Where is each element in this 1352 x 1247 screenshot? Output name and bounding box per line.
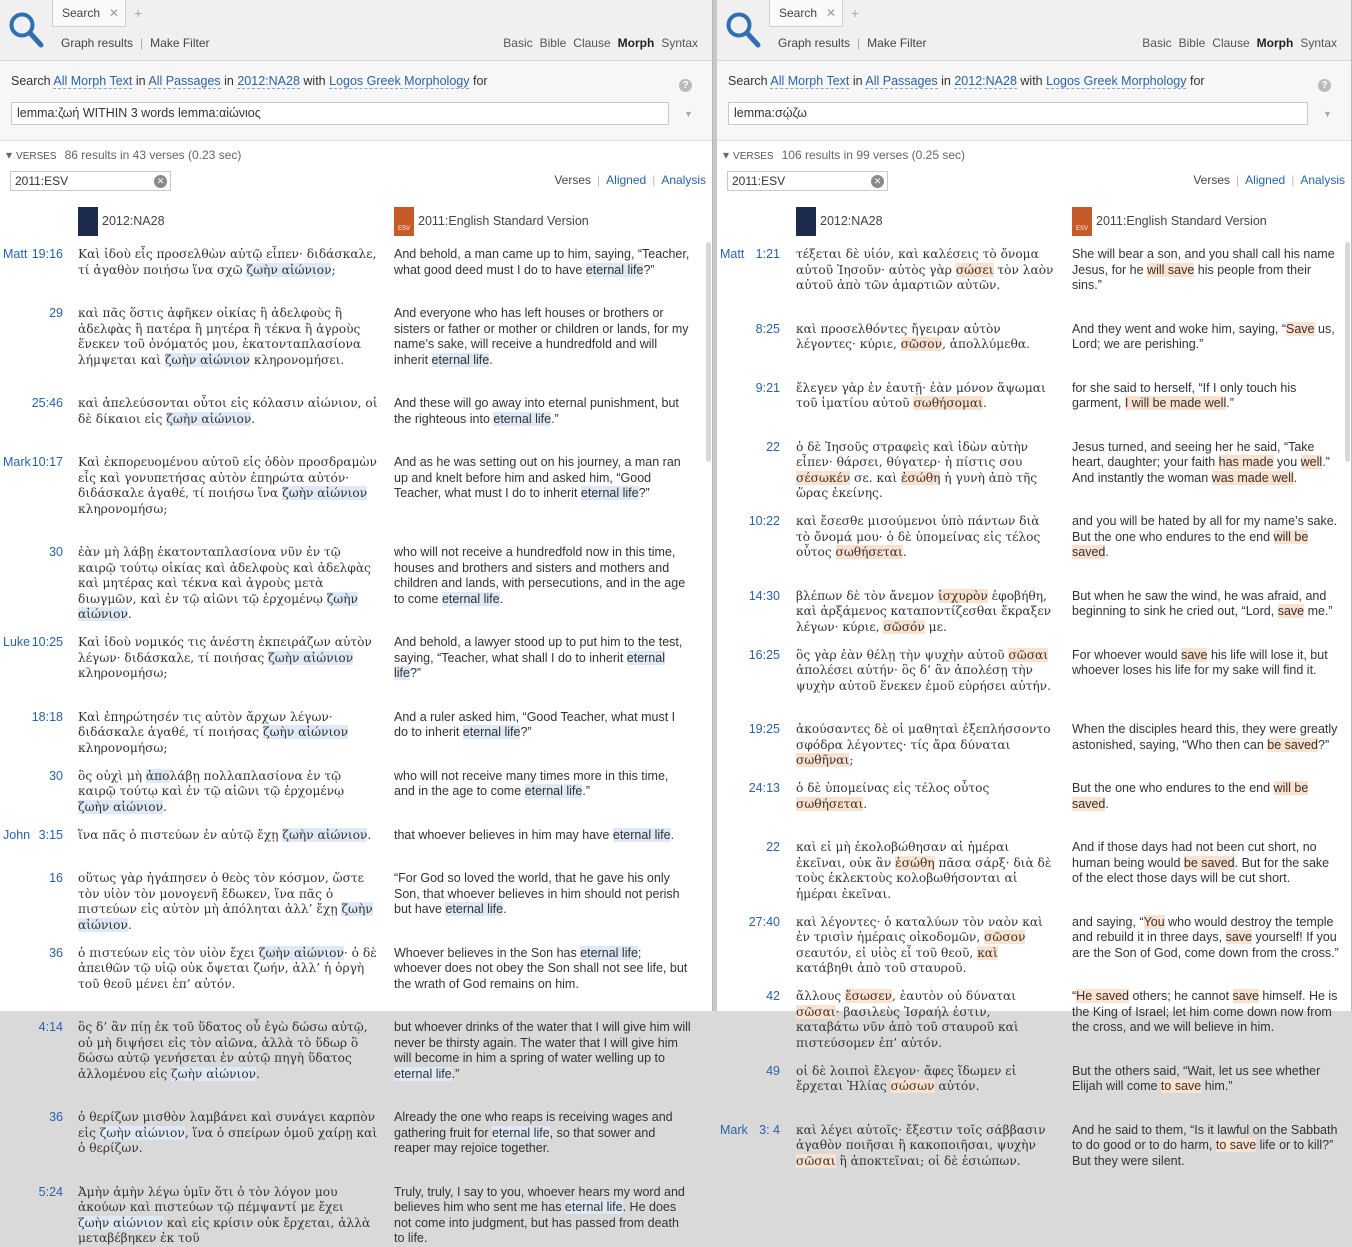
verse-reference[interactable] [0,306,63,320]
view-verses[interactable]: Verses [554,173,592,187]
view-switcher [1193,173,1345,187]
search-hit-highlight[interactable]: well [1300,455,1323,469]
search-hit-highlight[interactable]: ζωὴν αἰώνιον [268,650,354,665]
search-hit-highlight[interactable]: ζωὴν αἰώνιον [262,725,348,739]
search-hit-highlight[interactable]: save [1181,647,1208,662]
mode-morph[interactable]: Morph [617,36,655,50]
with-label: with [303,74,326,88]
search-hit-highlight[interactable]: σωθήσεται [796,796,864,811]
verse-reference[interactable] [717,440,780,454]
search-mode-tabs [1135,36,1337,50]
english-verse-text: And as he was setting out on his journey, a man ran up and knelt before him and asked him, “Good Teacher, what must I do to inherit eternal life?” [394,455,681,500]
vertical-scrollbar[interactable] [1345,242,1350,462]
search-hit-highlight[interactable]: σῶσον [900,337,943,351]
search-description [728,74,1205,88]
english-verse-text: And these will go away into eternal punishment, but the righteous into eternal life.” [394,396,679,426]
english-verse-text: But the one who endures to the end will be saved. [1072,781,1309,811]
view-separator: | [1236,173,1240,187]
view-analysis[interactable]: Analysis [1300,173,1345,187]
greek-verse-text: καὶ προσελθόντες ἤγειραν αὐτὸν λέγοντες· κύριε, σῶσον, ἀπολλύμεθα. [796,321,1030,351]
verse-reference[interactable] [717,247,780,261]
verse-reference[interactable] [0,710,63,724]
tab-search[interactable] [52,0,126,27]
search-hit-highlight[interactable]: will be saved [1072,529,1309,559]
search-hit-highlight[interactable]: was made well [1211,470,1294,485]
english-verse-text: and you will be hated by all for my name’s sake. But the one who endures to the end will be saved. [1072,514,1338,559]
greek-verse-text: Καὶ ἐκπορευομένου αὐτοῦ εἰς ὁδὸν προσδραμὼν εἷς καὶ γονυπετήσας αὐτὸν ἐπηρώτα αὐτόν· διδάσκαλε ἀγαθέ, τί ποιήσω ἵνα ζωὴν αἰώνιον κληρονομήσω; [78,455,377,516]
english-verse-text: And they went and woke him, saying, “Save us, Lord; we are perishing.” [1072,321,1335,351]
results-summary: 106 results in 99 verses (0.25 sec) [781,148,966,162]
close-tab-icon[interactable]: ✕ [825,6,836,20]
search-hit-highlight[interactable]: ἰσχυρὸν [937,588,988,603]
chapter-verse[interactable]: 24:13 [748,781,780,795]
text-resource-link[interactable]: 2012:NA28 [237,74,300,88]
greek-verse-text: ἔλεγεν γὰρ ἐν ἑαυτῇ· ἐὰν μόνον ἅψωμαι τοῦ ἱματίου αὐτοῦ σωθήσομαι. [796,380,1046,410]
search-hit-highlight[interactable]: ζωὴν αἰώνιον [258,945,344,960]
search-hit-highlight[interactable]: save [1225,930,1252,944]
mode-morph[interactable]: Morph [1256,36,1294,50]
greek-verse-text: ὁ δὲ ὑπομείνας εἰς τέλος οὗτος σωθήσεται. [796,781,990,811]
verse-reference[interactable] [717,989,780,1003]
graph-results-link[interactable]: Graph results [778,36,851,50]
book-name[interactable]: John [3,827,31,842]
book-name[interactable]: Matt [3,247,28,261]
filter-value: 2011:ESV [732,174,786,188]
search-hit-highlight[interactable]: eternal life [394,1066,452,1081]
chapter-verse[interactable]: 30 [49,545,63,559]
chapter-verse[interactable]: 14:30 [748,588,780,603]
english-column-header [1072,207,1267,237]
na28-book-icon [78,207,98,236]
greek-verse-text: οὕτως γὰρ ἠγάπησεν ὁ θεὸς τὸν κόσμον, ὥστε τὸν υἱὸν τὸν μονογενῆ ἔδωκεν, ἵνα πᾶς ὁ πιστεύων εἰς αὐτὸν μὴ ἀπόληται ἀλλ’ ἔχῃ ζωὴν αἰώνιον. [78,871,373,932]
search-hit-highlight[interactable]: will be saved [1072,781,1309,811]
verse-reference[interactable] [0,247,63,261]
english-verse-text: and saying, “You who would destroy the temple and rebuild it in three days, save yourself! If you are the Son of God, come down from the cross.” [1072,914,1339,960]
verse-reference[interactable] [0,396,63,410]
search-hit-highlight[interactable]: eternal life [441,591,500,606]
english-verse-text: For whoever would save his life will lose it, but whoever loses his life for my sake will find it. [1072,647,1328,677]
verse-reference[interactable] [0,635,63,649]
version-filter-input[interactable] [10,171,171,191]
book-name[interactable]: Luke [3,635,31,649]
chapter-verse[interactable]: 42 [766,989,780,1003]
view-separator: | [597,173,601,187]
make-filter-link[interactable]: Make Filter [867,36,927,50]
greek-verse-text: καὶ λέγει αὐτοῖς· ἔξεστιν τοῖς σάββασιν ἀγαθὸν ποιῆσαι ἢ κακοποιῆσαι, ψυχὴν σῶσαι ἢ ἀποκτεῖναι; οἱ δὲ ἐσιώπων. [796,1122,1046,1168]
search-hit-highlight[interactable]: ζωὴν αἰώνιον [99,1125,185,1140]
search-hit-highlight[interactable]: eternal life [580,486,639,500]
greek-verse-text: καὶ ἀπελεύσονται οὗτοι εἰς κόλασιν αἰώνιον, οἱ δὲ δίκαιοι εἰς ζωὴν αἰώνιον. [78,396,378,426]
search-hit-highlight[interactable]: ζωὴν αἰώνιον [78,591,358,621]
search-hit-highlight[interactable]: eternal life [493,411,552,426]
in-label: in [941,74,951,88]
search-hit-highlight[interactable]: You [1143,914,1165,929]
greek-verse-text: καὶ λέγοντες· ὁ καταλύων τὸν ναὸν καὶ ἐν τρισὶν ἡμέραις οἰκοδομῶν, σῶσον σεαυτόν, εἰ υἱὸς εἶ τοῦ θεοῦ, καὶ κατάβηθι ἀπὸ τοῦ σταυροῦ. [796,914,1043,975]
search-hit-highlight[interactable]: ζωὴν αἰώνιον [282,827,368,842]
english-verse-text: but whoever drinks of the water that I will give him will never be thirsty again. The water that I will give him will become in him a spring of water welling up to eternal life.” [394,1020,691,1081]
verse-reference[interactable] [0,1110,63,1124]
greek-verse-text: ὁ δὲ Ἰησοῦς στραφεὶς καὶ ἰδὼν αὐτὴν εἶπεν· θάρσει, θύγατερ· ἡ πίστις σου σέσωκέν σε. καὶ ἐσώθη ἡ γυνὴ ἀπὸ τῆς ὥρας ἐκείνης. [796,439,1038,500]
tab-search[interactable] [769,0,843,27]
view-switcher [554,173,706,187]
search-hit-highlight[interactable]: ζωὴν αἰώνιον [164,352,250,367]
search-hit-highlight[interactable]: Save [1286,321,1315,336]
verse-reference[interactable] [0,1020,63,1034]
passages-link[interactable]: All Passages [865,74,938,88]
mode-bible[interactable]: Bible [539,36,567,50]
chapter-verse[interactable]: 5:24 [38,1184,63,1199]
verse-reference[interactable] [717,840,780,854]
search-hit-highlight[interactable]: I will be made well [1124,396,1227,410]
search-prefix: Search [11,74,51,88]
mode-basic[interactable]: Basic [503,36,533,50]
english-column-title: 2011:English Standard Version [418,213,589,228]
query-input[interactable]: lemma:σῴζω [728,102,1308,125]
chapter-verse[interactable]: 3: 4 [759,1122,780,1137]
in-label: in [224,74,234,88]
verse-reference[interactable] [717,1064,780,1078]
mode-clause[interactable]: Clause [573,36,611,50]
search-hit-highlight[interactable]: has made [1218,455,1274,469]
search-hit-highlight[interactable]: σῶσαι [796,1004,836,1019]
search-hit-highlight[interactable]: ἐσώθη [895,855,935,870]
search-hit-highlight[interactable]: ζωὴν αἰώνιον [166,411,252,426]
verse-reference[interactable] [717,648,780,662]
search-hit-highlight[interactable]: σώσων [890,1079,935,1093]
english-verse-text: And behold, a lawyer stood up to put him to the test, saying, “Teacher, what shall I do to inherit eternal life?” [394,635,683,680]
chapter-verse[interactable]: 18:18 [31,709,63,724]
esv-book-icon: ESV [1072,207,1092,236]
passages-link[interactable]: All Passages [148,74,221,88]
search-hit-highlight[interactable]: σωθήσομαι [913,396,983,410]
verse-reference[interactable] [0,545,63,559]
mode-clause[interactable]: Clause [1212,36,1250,50]
search-hit-highlight[interactable]: He saved [1076,989,1129,1003]
chapter-verse[interactable]: 29 [49,306,63,320]
chapter-verse[interactable]: 10:17 [31,455,63,469]
view-separator: | [1291,173,1295,187]
greek-verse-text: καὶ εἰ μὴ ἐκολοβώθησαν αἱ ἡμέραι ἐκεῖναι, οὐκ ἂν ἐσώθη πᾶσα σάρξ· διὰ δὲ τοὺς ἐκλεκτοὺς κολοβωθήσονται αἱ ἡμέραι ἐκεῖναι. [796,840,1052,901]
mode-syntax[interactable]: Syntax [1300,36,1337,50]
chapter-verse[interactable]: 25:46 [31,396,63,410]
for-label: for [1189,74,1205,88]
search-hit-highlight[interactable]: σῶσόν [883,619,925,634]
english-verse-text: for she said to herself, “If I only touch his garment, I will be made well.” [1072,380,1297,410]
greek-column-header [78,207,165,237]
english-verse-text: And everyone who has left houses or brothers or sisters or father or mother or children or lands, for my name’s sake, will receive a hundredfold and will inherit eternal life. [394,306,689,367]
search-hit-highlight[interactable]: σώσει [955,262,994,277]
search-hit-highlight[interactable]: ζωὴν αἰώνιον [246,262,332,277]
greek-verse-text: τέξεται δὲ υἱόν, καὶ καλέσεις τὸ ὄνομα αὐτοῦ Ἰησοῦν· αὐτὸς γὰρ σώσει τὸν λαὸν αὐτοῦ ἀπὸ τῶν ἁμαρτιῶν αὐτῶν. [796,247,1054,292]
search-hit-highlight[interactable]: καὶ [977,945,998,960]
greek-verse-text: βλέπων δὲ τὸν ἄνεμον ἰσχυρὸν ἐφοβήθη, καὶ ἀρξάμενος καταποντίζεσθαι ἔκραξεν λέγων· κύριε, σῶσόν με. [796,588,1052,634]
english-verse-text: And if those days had not been cut short, no human being would be saved. But for the sake of the elect those days will be cut short. [1072,840,1330,885]
verse-reference[interactable] [717,915,780,929]
greek-verse-text: ὃς δ’ ἂν πίῃ ἐκ τοῦ ὕδατος οὗ ἐγὼ δώσω αὐτῷ, οὐ μὴ διψήσει εἰς τὸν αἰῶνα, ἀλλὰ τὸ ὕδωρ ὃ δώσω αὐτῷ γενήσεται ἐν αὐτῷ πηγὴ ὕδατος ἁλλομένου εἰς ζωὴν αἰώνιον. [78,1020,368,1081]
verse-reference[interactable] [717,589,780,603]
search-hit-highlight[interactable]: to save [1160,1079,1202,1093]
search-hit-highlight[interactable]: eternal life [445,902,504,916]
greek-column-title: 2012:NA28 [820,213,883,228]
pane-toolbar [0,0,712,61]
chapter-verse[interactable]: 36 [49,945,63,960]
greek-column-header [796,207,883,237]
results-header [717,141,1351,167]
clear-filter-icon[interactable]: ✕ [871,175,884,188]
english-verse-text: But when he saw the wind, he was afraid, and beginning to sink he cried out, “Lord, save me.” [1072,588,1333,618]
greek-verse-text: ἐὰν μὴ λάβῃ ἑκατονταπλασίονα νῦν ἐν τῷ καιρῷ τούτῳ οἰκίας καὶ ἀδελφοὺς καὶ ἀδελφὰς καὶ μητέρας καὶ τέκνα καὶ ἀγροὺς μετὰ διωγμῶν, καὶ ἐν τῷ αἰῶνι τῷ ἐρχομένῳ ζωὴν αἰώνιον. [78,545,371,621]
verse-reference[interactable] [717,322,780,336]
search-hit-highlight[interactable]: σῶσαι [796,1153,836,1168]
search-hit-highlight[interactable]: eternal life [524,784,583,798]
search-hit-highlight[interactable]: will save [1147,262,1195,277]
greek-verse-text: ὁ πιστεύων εἰς τὸν υἱὸν ἔχει ζωὴν αἰώνιον· ὁ δὲ ἀπειθῶν τῷ υἱῷ οὐκ ὄψεται ζωήν, ἀλλ’ ἡ ὀργὴ τοῦ θεοῦ μένει ἐπ’ αὐτόν. [78,945,377,991]
verse-reference[interactable] [0,871,63,885]
greek-verse-text: Καὶ ἐπηρώτησέν τις αὐτὸν ἄρχων λέγων· διδάσκαλε ἀγαθέ, τί ποιήσας ζωὴν αἰώνιον κληρονομήσω; [78,709,348,755]
search-hit-highlight[interactable]: ζωὴν αἰώνιον [78,902,373,932]
search-hit-highlight[interactable]: eternal life [491,1125,550,1140]
help-icon[interactable]: ? [679,79,692,92]
book-name[interactable]: Mark [720,1122,748,1137]
morphology-link[interactable]: Logos Greek Morphology [329,74,470,88]
chapter-verse[interactable]: 10:25 [31,635,63,649]
new-tab-icon[interactable]: + [851,5,860,21]
text-scope-link[interactable]: All Morph Text [770,74,850,88]
verse-reference[interactable] [0,455,63,469]
help-icon[interactable]: ? [1318,79,1331,92]
search-hit-highlight[interactable]: ζωὴν αἰώνιον [171,1066,257,1081]
greek-verse-text: ὃς οὐχὶ μὴ ἀπολάβῃ πολλαπλασίονα ἐν τῷ καιρῷ τούτῳ καὶ ἐν τῷ αἰῶνι τῷ ἐρχομένῳ ζωὴν αἰώνιον. [78,768,345,814]
chapter-verse[interactable]: 22 [766,840,780,854]
chapter-verse[interactable]: 10:22 [748,514,780,528]
verse-reference[interactable] [717,514,780,528]
view-separator: | [652,173,656,187]
verse-reference[interactable] [717,381,780,395]
english-verse-text: “For God so loved the world, that he gave his only Son, that whoever believes in him should not perish but have eternal life. [394,871,680,916]
search-hit-highlight[interactable]: σῶσαι [1008,647,1049,662]
search-hit-highlight[interactable]: be saved [1267,737,1318,752]
na28-book-icon [796,207,816,236]
clear-filter-icon[interactable]: ✕ [154,175,167,188]
mode-bible[interactable]: Bible [1178,36,1206,50]
english-verse-text: that whoever believes in him may have eternal life. [394,827,675,842]
english-verse-text: And he said to them, “Is it lawful on the Sabbath to do good or to do harm, to save life or to kill?” But they were silent. [1072,1122,1338,1168]
greek-verse-text: Ἀμὴν ἀμὴν λέγω ὑμῖν ὅτι ὁ τὸν λόγον μου ἀκούων καὶ πιστεύων τῷ πέμψαντί με ἔχει ζωὴν αἰώνιον καὶ εἰς κρίσιν οὐκ ἔρχεται, ἀλλὰ μεταβέβηκεν ἐκ τοῦ [78,1184,371,1245]
greek-verse-text: καὶ πᾶς ὅστις ἀφῆκεν οἰκίας ἢ ἀδελφοὺς ἢ ἀδελφὰς ἢ πατέρα ἢ μητέρα ἢ τέκνα ἢ ἀγροὺς ἕνεκεν τοῦ ὀνόματός μου, ἑκατονταπλασίονα λήμψεται καὶ ζωὴν αἰώνιον κληρονομήσει. [78,306,362,367]
search-pane-right [717,0,1352,1168]
chapter-verse[interactable]: 1:21 [755,247,780,261]
in-label: in [135,74,146,88]
search-bar [717,61,1351,141]
english-verse-text: When the disciples heard this, they were greatly astonished, saying, “Who then can be saved?” [1072,722,1338,752]
english-verse-text: Jesus turned, and seeing her he said, “Take heart, daughter; your faith has made you well.” And instantly the woman was made well. [1072,439,1330,485]
greek-verse-text: Καὶ ἰδοὺ νομικός τις ἀνέστη ἐκπειράζων αὐτὸν λέγων· διδάσκαλε, τί ποιήσας ζωὴν αἰώνιον κληρονομήσω; [78,635,372,680]
version-filter-input[interactable] [727,171,888,191]
chapter-verse[interactable]: 36 [49,1110,63,1124]
search-hit-highlight[interactable]: σωθῆναι [796,753,850,767]
verse-reference[interactable] [0,1185,63,1199]
filter-value: 2011:ESV [15,174,69,188]
english-column-title: 2011:English Standard Version [1096,213,1267,228]
chapter-verse[interactable]: 4:14 [38,1020,63,1034]
chapter-verse[interactable]: 27:40 [748,914,780,929]
collapse-chevron-icon[interactable]: ▾ [6,148,13,162]
pane-toolbar [717,0,1351,61]
results-label: VERSES [16,151,57,162]
english-verse-text: And behold, a man came up to him, saying, “Teacher, what good deed must I do to have eternal life?” [394,247,690,277]
text-resource-link[interactable]: 2012:NA28 [954,74,1017,88]
chapter-verse[interactable]: 3:15 [38,827,63,842]
link-separator: | [857,36,861,50]
search-mode-tabs [496,36,698,50]
results-summary: 86 results in 43 verses (0.23 sec) [64,148,242,162]
chapter-verse[interactable]: 8:25 [755,321,780,336]
english-column-header [394,207,589,237]
vertical-scrollbar[interactable] [706,242,711,462]
search-hit-highlight[interactable]: σῶσον [984,930,1026,944]
with-label: with [1020,74,1043,88]
search-prefix: Search [728,74,768,88]
search-hit-highlight[interactable]: ζωὴν αἰώνιον [78,1215,164,1230]
greek-verse-text: ἄλλους ἔσωσεν, ἑαυτὸν οὐ δύναται σῶσαι· βασιλεὺς Ἰσραήλ ἐστιν, καταβάτω νῦν ἀπὸ τοῦ σταυροῦ καὶ πιστεύσομεν ἐπ’ αὐτόν. [796,989,1019,1050]
search-logo-icon [6,10,46,50]
greek-verse-text: ἵνα πᾶς ὁ πιστεύων ἐν αὐτῷ ἔχῃ ζωὴν αἰώνιον. [78,827,372,842]
search-hit-highlight[interactable]: be saved [1183,855,1235,870]
greek-verse-text: ὁ θερίζων μισθὸν λαμβάνει καὶ συνάγει καρπὸν εἰς ζωὴν αἰώνιον, ἵνα ὁ σπείρων ὁμοῦ χαίρῃ καὶ ὁ θερίζων. [78,1110,378,1155]
search-hit-highlight[interactable]: ζωὴν αἰώνιον [282,486,368,500]
verse-reference[interactable] [0,828,63,842]
view-aligned[interactable]: Aligned [606,173,647,187]
chapter-verse[interactable]: 16:25 [748,647,780,662]
morphology-link[interactable]: Logos Greek Morphology [1046,74,1187,88]
english-verse-text: Truly, truly, I say to you, whoever hears my word and believes him who sent me has eternal life. He does not come into judgment, but has passed from death to life. [394,1184,685,1245]
link-separator: | [140,36,144,50]
chapter-verse[interactable]: 16 [49,871,63,885]
query-dropdown-icon[interactable]: ▼ [1323,109,1332,119]
for-label: for [472,74,488,88]
search-hit-highlight[interactable]: ἀπο [145,768,170,783]
greek-column-title: 2012:NA28 [102,213,165,228]
query-input[interactable]: lemma:ζωή WITHIN 3 words lemma:αἰώνιος [11,102,669,125]
search-bar [0,61,712,141]
query-dropdown-icon[interactable]: ▼ [684,109,693,119]
book-name[interactable]: Mark [3,455,31,469]
chapter-verse[interactable]: 9:21 [755,380,780,395]
greek-verse-text: καὶ ἔσεσθε μισούμενοι ὑπὸ πάντων διὰ τὸ ὄνομά μου· ὁ δὲ ὑπομείνας εἰς τέλος οὗτος σωθήσεται. [796,514,1041,559]
verse-reference[interactable] [717,781,780,795]
verse-reference[interactable] [0,769,63,783]
chapter-verse[interactable]: 30 [49,768,63,783]
search-description [11,74,488,88]
english-verse-text: who will not receive many times more in this time, and in the age to come eternal life.” [394,768,669,798]
text-scope-link[interactable]: All Morph Text [53,74,133,88]
chapter-verse[interactable]: 49 [766,1063,780,1078]
results-header [0,141,712,167]
search-hit-highlight[interactable]: save [1232,989,1259,1003]
view-analysis[interactable]: Analysis [661,173,706,187]
mode-syntax[interactable]: Syntax [661,36,698,50]
greek-verse-text: ἀκούσαντες δὲ οἱ μαθηταὶ ἐξεπλήσσοντο σφόδρα λέγοντες· τίς ἄρα δύναται σωθῆναι; [796,722,1051,767]
english-verse-text: She will bear a son, and you shall call his name Jesus, for he will save his people from their sins.” [1072,247,1335,292]
english-verse-text: “He saved others; he cannot save himself. He is the King of Israel; let him come down now from the cross, and we will believe in him. [1072,989,1338,1034]
chapter-verse[interactable]: 19:25 [748,722,780,736]
english-verse-text: But the others said, “Wait, let us see whether Elijah will come to save him.” [1072,1063,1321,1093]
english-verse-text: Whoever believes in the Son has eternal life; whoever does not obey the Son shall not see life, but the wrath of God remains on him. [394,945,688,991]
in-label: in [852,74,863,88]
new-tab-icon[interactable]: + [134,5,143,21]
mode-basic[interactable]: Basic [1142,36,1172,50]
verse-reference[interactable] [0,946,63,960]
close-tab-icon[interactable]: ✕ [108,6,119,20]
search-hit-highlight[interactable]: σέσωκέν [796,470,851,485]
collapse-chevron-icon[interactable]: ▾ [723,148,730,162]
english-verse-text: who will not receive a hundredfold now in this time, houses and brothers and sisters and mothers and children and lands, with persecutions, and in the age to come eternal life. [394,545,686,606]
greek-verse-text: οἱ δὲ λοιποὶ ἔλεγον· ἄφες ἴδωμεν εἰ ἔρχεται Ἠλίας σώσων αὐτόν. [796,1063,1017,1093]
greek-verse-text: ὃς γὰρ ἐὰν θέλῃ τὴν ψυχὴν αὐτοῦ σῶσαι ἀπολέσει αὐτήν· ὃς δ’ ἂν ἀπολέσῃ τὴν ψυχὴν αὐτοῦ ἕνεκεν ἐμοῦ εὑρήσει αὐτήν. [796,647,1051,693]
make-filter-link[interactable]: Make Filter [150,36,210,50]
graph-results-link[interactable]: Graph results [61,36,134,50]
search-hit-highlight[interactable]: σωθήσεται [835,545,903,559]
results-label: VERSES [733,151,774,162]
search-hit-highlight[interactable]: ἔσωσεν [845,989,892,1003]
search-hit-highlight[interactable]: eternal life [431,352,490,367]
chapter-verse[interactable]: 22 [766,439,780,454]
verse-reference[interactable] [717,1123,780,1137]
view-verses[interactable]: Verses [1193,173,1231,187]
view-aligned[interactable]: Aligned [1245,173,1286,187]
chapter-verse[interactable]: 19:16 [31,247,63,261]
book-name[interactable]: Matt [720,247,745,261]
search-hit-highlight[interactable]: eternal life [580,945,638,960]
search-hit-highlight[interactable]: save [1277,604,1305,618]
english-verse-text: And a ruler asked him, “Good Teacher, what must I do to inherit eternal life?” [394,709,676,739]
english-verse-text: Already the one who reaps is receiving wages and gathering fruit for eternal life, so that sower and reaper may rejoice together. [394,1110,673,1155]
search-logo-icon [723,10,763,50]
search-hit-highlight[interactable]: eternal life [612,827,671,842]
greek-verse-text: Καὶ ἰδοὺ εἷς προσελθὼν αὐτῷ εἶπεν· διδάσκαλε, τί ἀγαθὸν ποιήσω ἵνα σχῶ ζωὴν αἰώνιον; [78,247,377,277]
verse-reference[interactable] [717,722,780,736]
search-hit-highlight[interactable]: eternal life [394,650,665,680]
search-hit-highlight[interactable]: to save [1215,1138,1257,1152]
search-hit-highlight[interactable]: eternal life [585,262,644,277]
esv-book-icon: ESV [394,207,414,236]
tab-label: Search [779,6,818,20]
search-hit-highlight[interactable]: eternal life [564,1200,623,1214]
search-hit-highlight[interactable]: ζωὴν αἰώνιον [78,799,164,814]
search-hit-highlight[interactable]: ἐσώθη [901,470,941,485]
tab-label: Search [62,6,101,20]
search-hit-highlight[interactable]: eternal life [462,725,521,739]
